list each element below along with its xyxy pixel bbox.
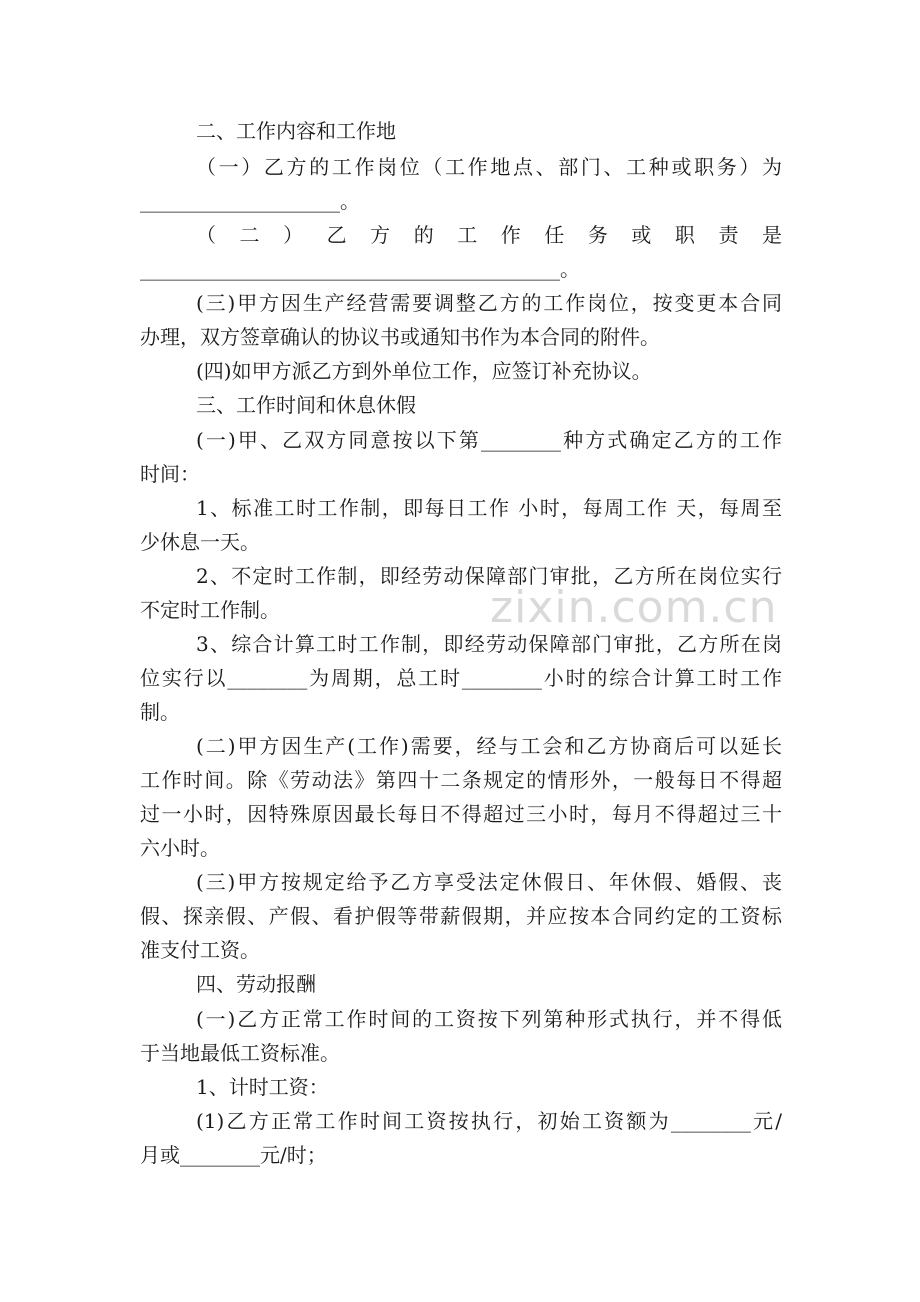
paragraph-line: (四)如甲方派乙方到外单位工作，应签订补充协议。 — [196, 359, 652, 383]
paragraph-line: 六小时。 — [140, 836, 220, 860]
paragraph-line: 假、探亲假、产假、看护假等带薪假期，并应按本合同约定的工资标 — [140, 904, 782, 928]
section-heading-2: 二、工作内容和工作地 — [196, 119, 396, 143]
paragraph-line: （一）乙方的工作岗位（工作地点、部门、工种或职务）为 — [196, 155, 782, 179]
paragraph-line: (1)乙方正常工作时间工资按执行，初始工资额为________元/ — [196, 1109, 782, 1133]
paragraph-line: 过一小时，因特殊原因最长每日不得超过三小时，每月不得超过三十 — [140, 802, 782, 826]
section-heading-3: 三、工作时间和休息休假 — [196, 393, 416, 417]
blank-fill-line: ____________________。 — [140, 189, 360, 213]
paragraph-line: 1、标准工时工作制，即每日工作 小时，每周工作 天，每周至 — [196, 496, 782, 520]
paragraph-line: 制。 — [140, 700, 180, 724]
paragraph-line: 工作时间。除《劳动法》第四十二条规定的情形外，一般每日不得超 — [140, 768, 782, 792]
section-heading-4: 四、劳动报酬 — [196, 972, 316, 996]
paragraph-line: 准支付工资。 — [140, 938, 260, 962]
paragraph-line: 位实行以________为周期，总工时________小时的综合计算工时工作 — [140, 666, 782, 690]
paragraph-line: (二)甲方因生产(工作)需要，经与工会和乙方协商后可以延长 — [196, 734, 782, 758]
paragraph-line: （ 二 ） 乙 方 的 工 作 任 务 或 职 责 是 — [196, 223, 782, 247]
blank-fill-line: __________________________________________。 — [140, 257, 580, 281]
paragraph-line: 3、综合计算工时工作制，即经劳动保障部门审批，乙方所在岗 — [196, 632, 782, 656]
paragraph-line: 于当地最低工资标准。 — [140, 1041, 340, 1065]
paragraph-line: (一)甲、乙双方同意按以下第________种方式确定乙方的工作 — [196, 428, 782, 452]
paragraph-line: 1、计时工资： — [196, 1075, 329, 1099]
paragraph-line: 办理，双方签章确认的协议书或通知书作为本合同的附件。 — [140, 325, 660, 349]
paragraph-line: 2、不定时工作制，即经劳动保障部门审批，乙方所在岗位实行 — [196, 564, 782, 588]
paragraph-line: 月或________元/时； — [140, 1143, 327, 1167]
paragraph-line: (一)乙方正常工作时间的工资按下列第种形式执行，并不得低 — [196, 1007, 782, 1031]
paragraph-line: 少休息一天。 — [140, 530, 260, 554]
watermark-text: zixin.com.cn — [490, 582, 778, 633]
paragraph-line: 时间： — [140, 462, 200, 486]
paragraph-line: (三)甲方按规定给予乙方享受法定休假日、年休假、婚假、丧 — [196, 870, 782, 894]
paragraph-line: (三)甲方因生产经营需要调整乙方的工作岗位，按变更本合同 — [196, 291, 782, 315]
paragraph-line: 不定时工作制。 — [140, 598, 280, 622]
